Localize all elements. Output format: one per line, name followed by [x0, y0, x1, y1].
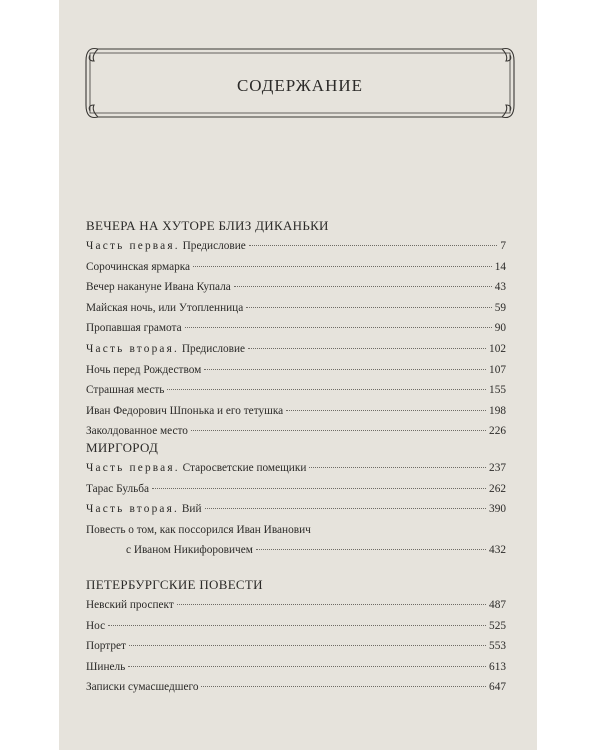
entry-page-number: 7: [500, 240, 506, 252]
leader-dots: [309, 467, 486, 468]
leader-dots: [246, 307, 491, 308]
entry-title: Заколдованное место: [86, 425, 188, 438]
entry-page-number: 102: [489, 342, 506, 355]
toc-entry[interactable]: [86, 318, 506, 339]
toc-entry[interactable]: [86, 479, 506, 500]
entry-part-label: Часть вторая.: [86, 503, 180, 516]
entry-page-number: 647: [489, 681, 506, 694]
toc-entry[interactable]: [86, 499, 506, 520]
leader-dots: [129, 645, 486, 646]
entry-part-label: Часть первая.: [86, 240, 180, 252]
toc-section: [86, 575, 506, 698]
entry-title: Страшная месть: [86, 384, 165, 397]
entry-title: Записки сумасшедшего: [86, 681, 199, 694]
toc-entry[interactable]: [86, 677, 506, 698]
leader-dots: [248, 348, 486, 349]
entry-page-number: 43: [494, 281, 506, 294]
section-title: ВЕЧЕРА НА ХУТОРЕ БЛИЗ ДИКАНЬКИ: [86, 218, 329, 233]
toc-entry[interactable]: [86, 540, 506, 561]
leader-dots: [167, 389, 486, 390]
entry-page-number: 90: [494, 322, 506, 335]
section-title: ПЕТЕРБУРГСКИЕ ПОВЕСТИ: [86, 577, 263, 592]
leader-dots: [249, 245, 498, 246]
entry-title: Нос: [86, 619, 106, 632]
entry-title: Ночь перед Рождеством: [86, 363, 202, 376]
entry-title: Сорочинская ярмарка: [86, 260, 191, 273]
entry-page-number: 14: [494, 260, 506, 273]
toc-entry[interactable]: [86, 257, 506, 278]
entry-page-number: 237: [489, 462, 506, 474]
leader-dots: [256, 549, 486, 550]
section-title: МИРГОРОД: [86, 440, 159, 455]
leader-dots: [128, 666, 486, 667]
entry-page-number: 390: [489, 503, 506, 516]
toc-entry[interactable]: [86, 657, 506, 678]
entry-title: Вечер накануне Ивана Купала: [86, 281, 231, 294]
toc-entry[interactable]: [86, 636, 506, 657]
leader-dots: [204, 369, 486, 370]
entry-page-number: 487: [489, 599, 506, 611]
entry-title: Портрет: [86, 640, 126, 653]
leader-dots: [201, 686, 486, 687]
toc-entry[interactable]: [86, 380, 506, 401]
entry-page-number: 262: [489, 482, 506, 495]
leader-dots: [108, 625, 486, 626]
entry-part-label: Часть первая.: [86, 462, 180, 474]
leader-dots: [205, 508, 487, 509]
leader-dots: [234, 286, 492, 287]
entry-title: Предисловие: [179, 240, 246, 252]
entry-page-number: 613: [489, 660, 506, 673]
toc-entry[interactable]: [86, 277, 506, 298]
entry-title: Невский проспект: [86, 599, 174, 611]
entry-title: Старосветские помещики: [179, 462, 307, 474]
entry-page-number: 525: [489, 619, 506, 632]
toc-entry[interactable]: [86, 298, 506, 319]
entry-title: Повесть о том, как поссорился Иван Иванович: [86, 523, 311, 536]
leader-dots: [191, 430, 486, 431]
entry-page-number: 155: [489, 384, 506, 397]
entry-title: Тарас Бульба: [86, 482, 150, 495]
toc-entry[interactable]: [86, 616, 506, 637]
toc-entry[interactable]: [86, 360, 506, 381]
toc-entry[interactable]: [86, 458, 506, 479]
toc-section: [86, 216, 506, 442]
entry-title: Пропавшая грамота: [86, 322, 182, 335]
entry-title: Майская ночь, или Утопленница: [86, 301, 244, 314]
leader-dots: [177, 604, 486, 605]
leader-dots: [193, 266, 492, 267]
entry-page-number: 226: [489, 425, 506, 438]
leader-dots: [152, 488, 486, 489]
entry-title: Шинель: [86, 660, 126, 673]
toc-entry[interactable]: [86, 236, 506, 257]
entry-part-label: Часть вторая.: [86, 342, 180, 355]
entry-page-number: 198: [489, 404, 506, 417]
entry-title: с Иваном Никифоровичем: [126, 544, 253, 557]
toc-section: [86, 438, 506, 561]
leader-dots: [286, 410, 486, 411]
entry-title: Предисловие: [179, 342, 246, 355]
page-title: СОДЕРЖАНИЕ: [236, 76, 364, 95]
leader-dots: [185, 327, 492, 328]
entry-page-number: 59: [494, 301, 506, 314]
entry-title: Иван Федорович Шпонька и его тетушка: [86, 404, 284, 417]
entry-page-number: 553: [489, 640, 506, 653]
entry-title: Вий: [179, 503, 202, 516]
toc-entry[interactable]: [86, 520, 506, 541]
toc-entry[interactable]: [86, 401, 506, 422]
entry-page-number: 432: [489, 544, 506, 557]
entry-page-number: 107: [489, 363, 506, 376]
toc-entry[interactable]: [86, 595, 506, 616]
toc-entry[interactable]: [86, 339, 506, 360]
